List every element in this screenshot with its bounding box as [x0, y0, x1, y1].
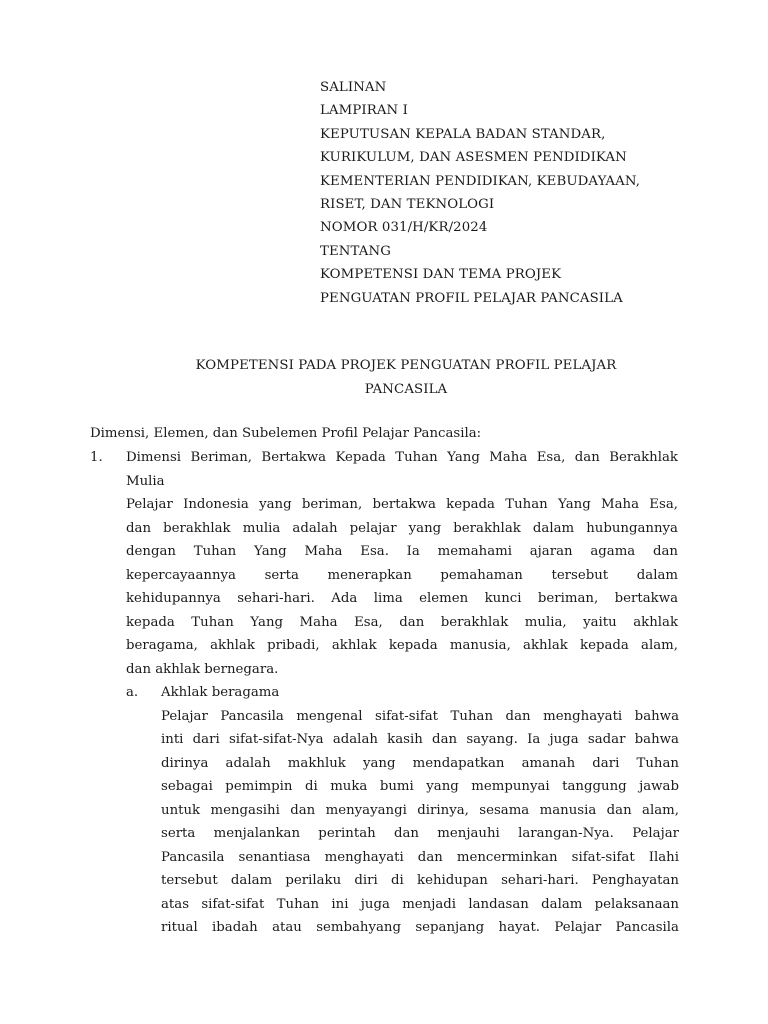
list-letter: a.	[126, 685, 139, 700]
header-line: NOMOR 031/H/KR/2024	[320, 220, 488, 236]
header-line: RISET, DAN TEKNOLOGI	[320, 197, 495, 213]
paragraph-line: kehidupannya sehari-hari. Ada lima elemen kunci beriman, bertakwa	[126, 591, 678, 607]
paragraph-line: kepada Tuhan Yang Maha Esa, dan berakhlak mulia, yaitu akhlak	[126, 614, 678, 630]
list-item-1a	[161, 681, 679, 940]
paragraph-line: serta menjalankan perintah dan menjauhi larangan-Nya. Pelajar	[161, 826, 679, 842]
list-number: 1.	[90, 450, 103, 465]
subitem-heading: Akhlak beragama	[161, 685, 280, 700]
paragraph-line: Pelajar Indonesia yang beriman, bertakwa kepada Tuhan Yang Maha Esa,	[126, 497, 678, 513]
paragraph-line: dirinya adalah makhluk yang mendapatkan amanah dari Tuhan	[161, 755, 679, 771]
paragraph-line: kepercayaannya serta menerapkan pemahaman tersebut dalam	[126, 567, 678, 583]
paragraph-line: inti dari sifat-sifat-Nya adalah kasih dan sayang. Ia juga sadar bahwa	[161, 732, 679, 748]
paragraph-line: Pelajar Pancasila mengenal sifat-sifat Tuhan dan menghayati bahwa	[161, 708, 679, 724]
header-line: PENGUATAN PROFIL PELAJAR PANCASILA	[320, 290, 623, 306]
paragraph-line: beragama, akhlak pribadi, akhlak kepada manusia, akhlak kepada alam,	[126, 638, 678, 654]
paragraph-line: Pancasila senantiasa menghayati dan mencerminkan sifat-sifat Ilahi	[161, 849, 679, 865]
paragraph-line: dan akhlak bernegara.	[126, 661, 279, 677]
item-heading-line: Mulia	[126, 473, 165, 489]
item-heading-line: Dimensi Beriman, Bertakwa Kepada Tuhan Yang Maha Esa, dan Berakhlak	[126, 450, 678, 465]
header-line: TENTANG	[320, 243, 391, 259]
section-title-line: PANCASILA	[364, 382, 448, 397]
list-item-1	[126, 446, 678, 681]
intro-text: Dimensi, Elemen, dan Subelemen Profil Pelajar Pancasila:	[90, 426, 482, 441]
decree-header	[320, 76, 750, 310]
paragraph-line: atas sifat-sifat Tuhan ini juga menjadi landasan dalam pelaksanaan	[161, 896, 679, 912]
section-title	[90, 354, 722, 402]
paragraph-line: untuk mengasihi dan menyayangi dirinya, sesama manusia dan alam,	[161, 802, 679, 818]
paragraph-line: ritual ibadah atau sembahyang sepanjang hayat. Pelajar Pancasila	[161, 920, 679, 936]
paragraph-line: dan berakhlak mulia adalah pelajar yang berakhlak dalam hubungannya	[126, 520, 678, 536]
header-line: SALINAN	[320, 80, 387, 95]
paragraph-line: tersebut dalam perilaku diri di kehidupan sehari-hari. Penghayatan	[161, 873, 679, 889]
section-title-line: KOMPETENSI PADA PROJEK PENGUATAN PROFIL PELAJAR	[195, 358, 617, 373]
paragraph-line: sebagai pemimpin di muka bumi yang mempunyai tanggung jawab	[161, 779, 679, 795]
header-line: LAMPIRAN I	[320, 103, 408, 119]
header-line: KEMENTERIAN PENDIDIKAN, KEBUDAYAAN,	[320, 173, 641, 189]
header-line: KOMPETENSI DAN TEMA PROJEK	[320, 267, 562, 283]
header-line: KEPUTUSAN KEPALA BADAN STANDAR,	[320, 126, 606, 142]
header-line: KURIKULUM, DAN ASESMEN PENDIDIKAN	[320, 150, 627, 166]
paragraph-line: dengan Tuhan Yang Maha Esa. Ia memahami ajaran agama dan	[126, 544, 678, 560]
